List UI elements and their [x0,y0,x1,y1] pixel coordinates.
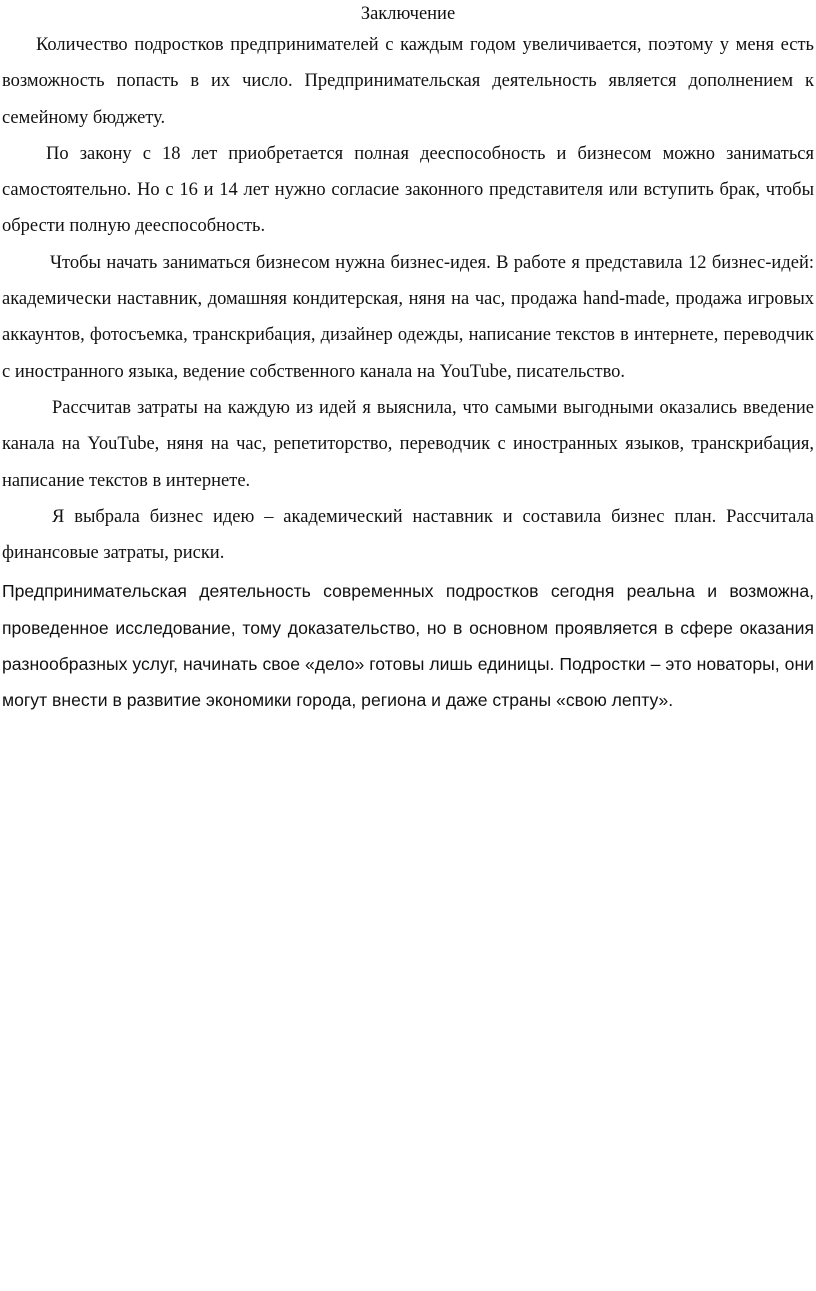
paragraph-5: Я выбрала бизнес идею – академический наставник и составила бизнес план. Рассчитала финансовые затраты, риски. [2,506,814,564]
paragraph-4: Рассчитав затраты на каждую из идей я выяснила, что самыми выгодными оказались введение канала на YouTube, няня на час, репетиторство, переводчик с иностранных языков, транскрибация, написание текстов в интернете. [2,397,814,491]
paragraph-3: Чтобы начать заниматься бизнесом нужна бизнес-идея. В работе я представила 12 бизнес-идей: академически наставник, домашняя кондитерская, няня на час, продажа hand-made, продажа игровых аккаунтов, фотосъемка, транскрибация, дизайнер одежды, написание текстов в интернете, переводчик с иностранного языка, ведение собственного канала на YouTube, писательство. [2,252,814,382]
document-title: Заключение [360,4,456,24]
paragraph-6: Предпринимательская деятельность современных подростков сегодня реальна и возможна, проведенное исследование, тому доказательство, но в основном проявляется в сфере оказания разнообразных услуг, начинать свое «дело» готовы лишь единицы. Подростки – это новаторы, они могут внести в развитие экономики города, региона и даже страны «свою лепту». [2,581,814,711]
paragraph-2: По закону с 18 лет приобретается полная дееспособность и бизнесом можно заниматься самостоятельно. Но с 16 и 14 лет нужно согласие законного представителя или вступить брак, чтобы обрести полную дееспособность. [2,143,814,237]
paragraph-1: Количество подростков предпринимателей с каждым годом увеличивается, поэтому у меня есть возможность попасть в их число. Предпринимательская деятельность является дополнением к семейному бюджету. [2,35,814,128]
